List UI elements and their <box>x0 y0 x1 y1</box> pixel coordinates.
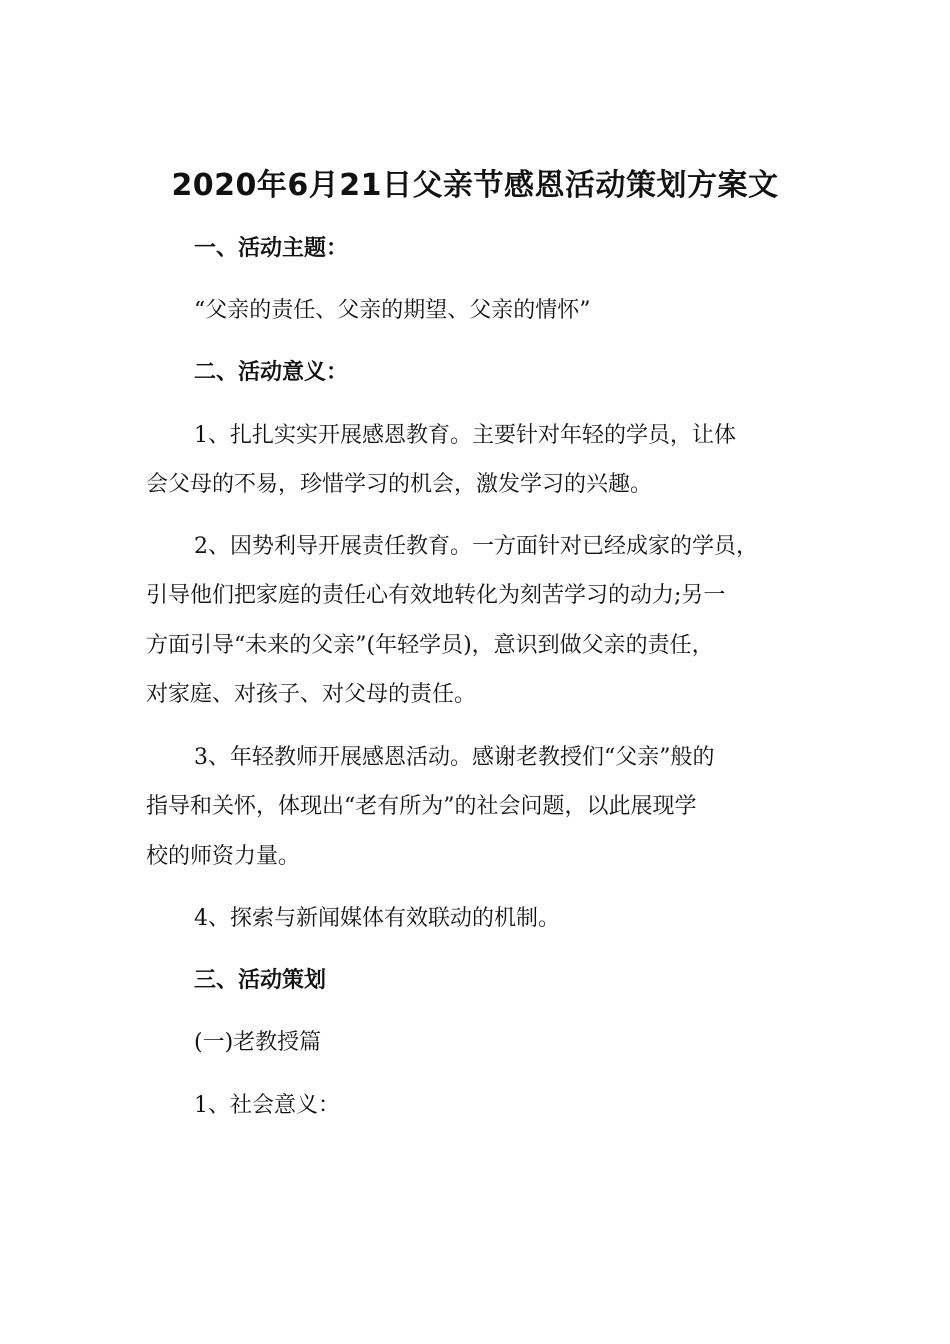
paragraph-line: 引导他们把家庭的责任心有效地转化为刻苦学习的动力;另一 <box>146 583 726 608</box>
paragraph-line: 会父母的不易，珍惜学习的机会，激发学习的兴趣。 <box>146 472 653 497</box>
paragraph-line: 校的师资力量。 <box>146 844 301 869</box>
section-heading-theme: 一、活动主题： <box>194 236 349 261</box>
document-title: 2020年6月21日父亲节感恩活动策划方案文 <box>171 168 779 203</box>
theme-text: “父亲的责任、父亲的期望、父亲的情怀” <box>194 298 591 323</box>
paragraph-line: 指导和关怀，体现出“老有所为”的社会问题，以此展现学 <box>146 794 697 819</box>
section-heading-meaning: 二、活动意义： <box>194 360 349 385</box>
subsection-heading: (一)老教授篇 <box>194 1030 322 1055</box>
section-heading-plan: 三、活动策划 <box>194 968 327 993</box>
paragraph-line: 2、因势利导开展责任教育。一方面针对已经成家的学员， <box>194 534 758 559</box>
paragraph-line: 1、扎扎实实开展感恩教育。主要针对年轻的学员，让体 <box>194 423 736 448</box>
paragraph-line: 方面引导“未来的父亲”(年轻学员)，意识到做父亲的责任， <box>146 633 714 658</box>
paragraph-line: 3、年轻教师开展感恩活动。感谢老教授们“父亲”般的 <box>194 745 715 770</box>
paragraph-line: 对家庭、对孩子、对父母的责任。 <box>146 682 477 707</box>
subsection-item: 1、社会意义： <box>194 1093 340 1118</box>
paragraph-line: 4、探索与新闻媒体有效联动的机制。 <box>194 906 560 931</box>
